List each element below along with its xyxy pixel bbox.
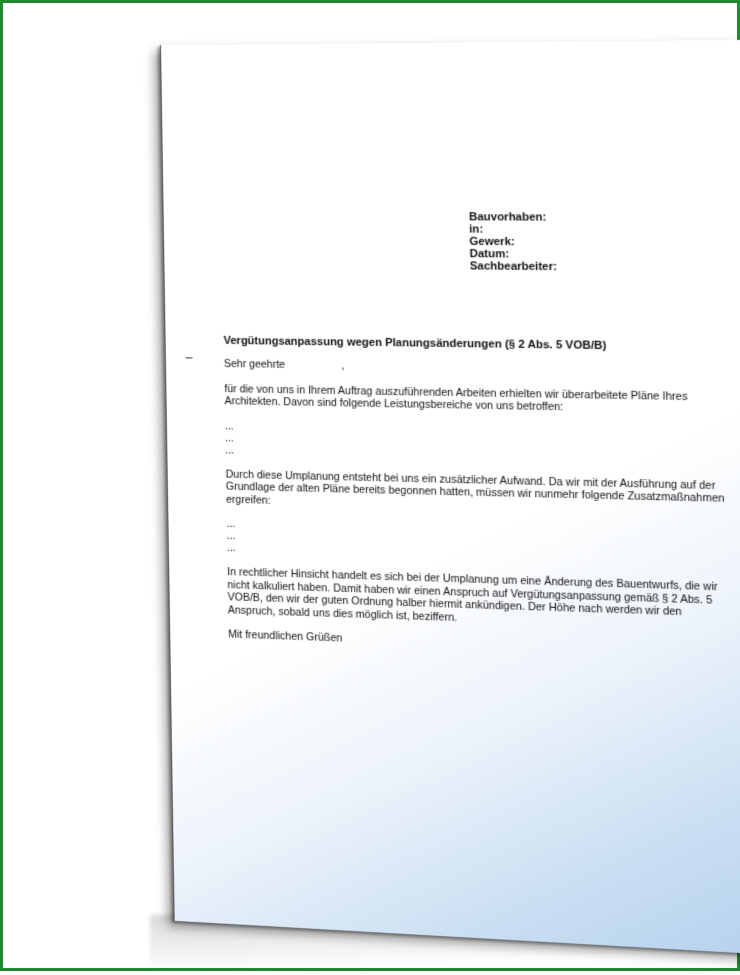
- closing: Mit freundlichen Grüßen: [228, 628, 343, 645]
- address-label-datum: Datum:: [469, 247, 510, 261]
- address-block: [469, 211, 557, 273]
- affected-areas-list: [225, 420, 726, 467]
- list-item: ...: [225, 431, 235, 445]
- list-item: ...: [224, 419, 234, 432]
- salutation: [224, 358, 724, 378]
- additional-measures-list: [226, 518, 727, 569]
- margin-fold-mark: –: [185, 350, 193, 365]
- salutation-text: Sehr geehrte: [223, 357, 286, 371]
- address-label-bauvorhaben: Bauvorhaben:: [468, 211, 547, 224]
- list-item: ...: [225, 443, 235, 457]
- list-item: ...: [226, 517, 236, 531]
- address-label-sachbearbeiter: Sachbearbeiter:: [469, 260, 558, 274]
- list-item: ...: [226, 541, 236, 555]
- address-label-in: in:: [469, 223, 484, 236]
- address-label-gewerk: Gewerk:: [469, 235, 515, 249]
- paragraph-3: In rechtlicher Hinsicht handelt es sich bei der Umplanung um eine Änderung des Bauentwurfs, die wir nicht kalkuliert haben. Damit haben wir einen Anspruch auf Vergütungsanpassung gemäß § 2 Abs. 5 VOB/B, den wir der guten Ordnung halber hiermit ankündigen. Der Höhe nach werden wir den Anspruch, sobald uns dies möglich ist, beziffern.: [227, 566, 718, 624]
- list-item: ...: [226, 529, 236, 543]
- salutation-comma: ,: [341, 359, 345, 372]
- paragraph-2: Durch diese Umplanung entsteht bei uns ein zusätzlicher Aufwand. Da wir mit der Ausführung auf der Grundlage der alten Pläne bereits begonnen hatten, müssen wir nunmehr folgende Zusatzmaßnahmen ergreifen:: [225, 468, 725, 507]
- paragraph-1: für die von uns in Ihrem Auftrag auszuführenden Arbeiten erhielten wir überarbeitete Pläne Ihres Architekten. Davon sind folgende Leistungsbereiche von uns betroffen:: [224, 382, 688, 414]
- letter-body: [224, 358, 729, 671]
- document-page: [160, 40, 740, 954]
- letter-subject: Vergütungsanpassung wegen Planungsänderungen (§ 2 Abs. 5 VOB/B): [223, 334, 607, 353]
